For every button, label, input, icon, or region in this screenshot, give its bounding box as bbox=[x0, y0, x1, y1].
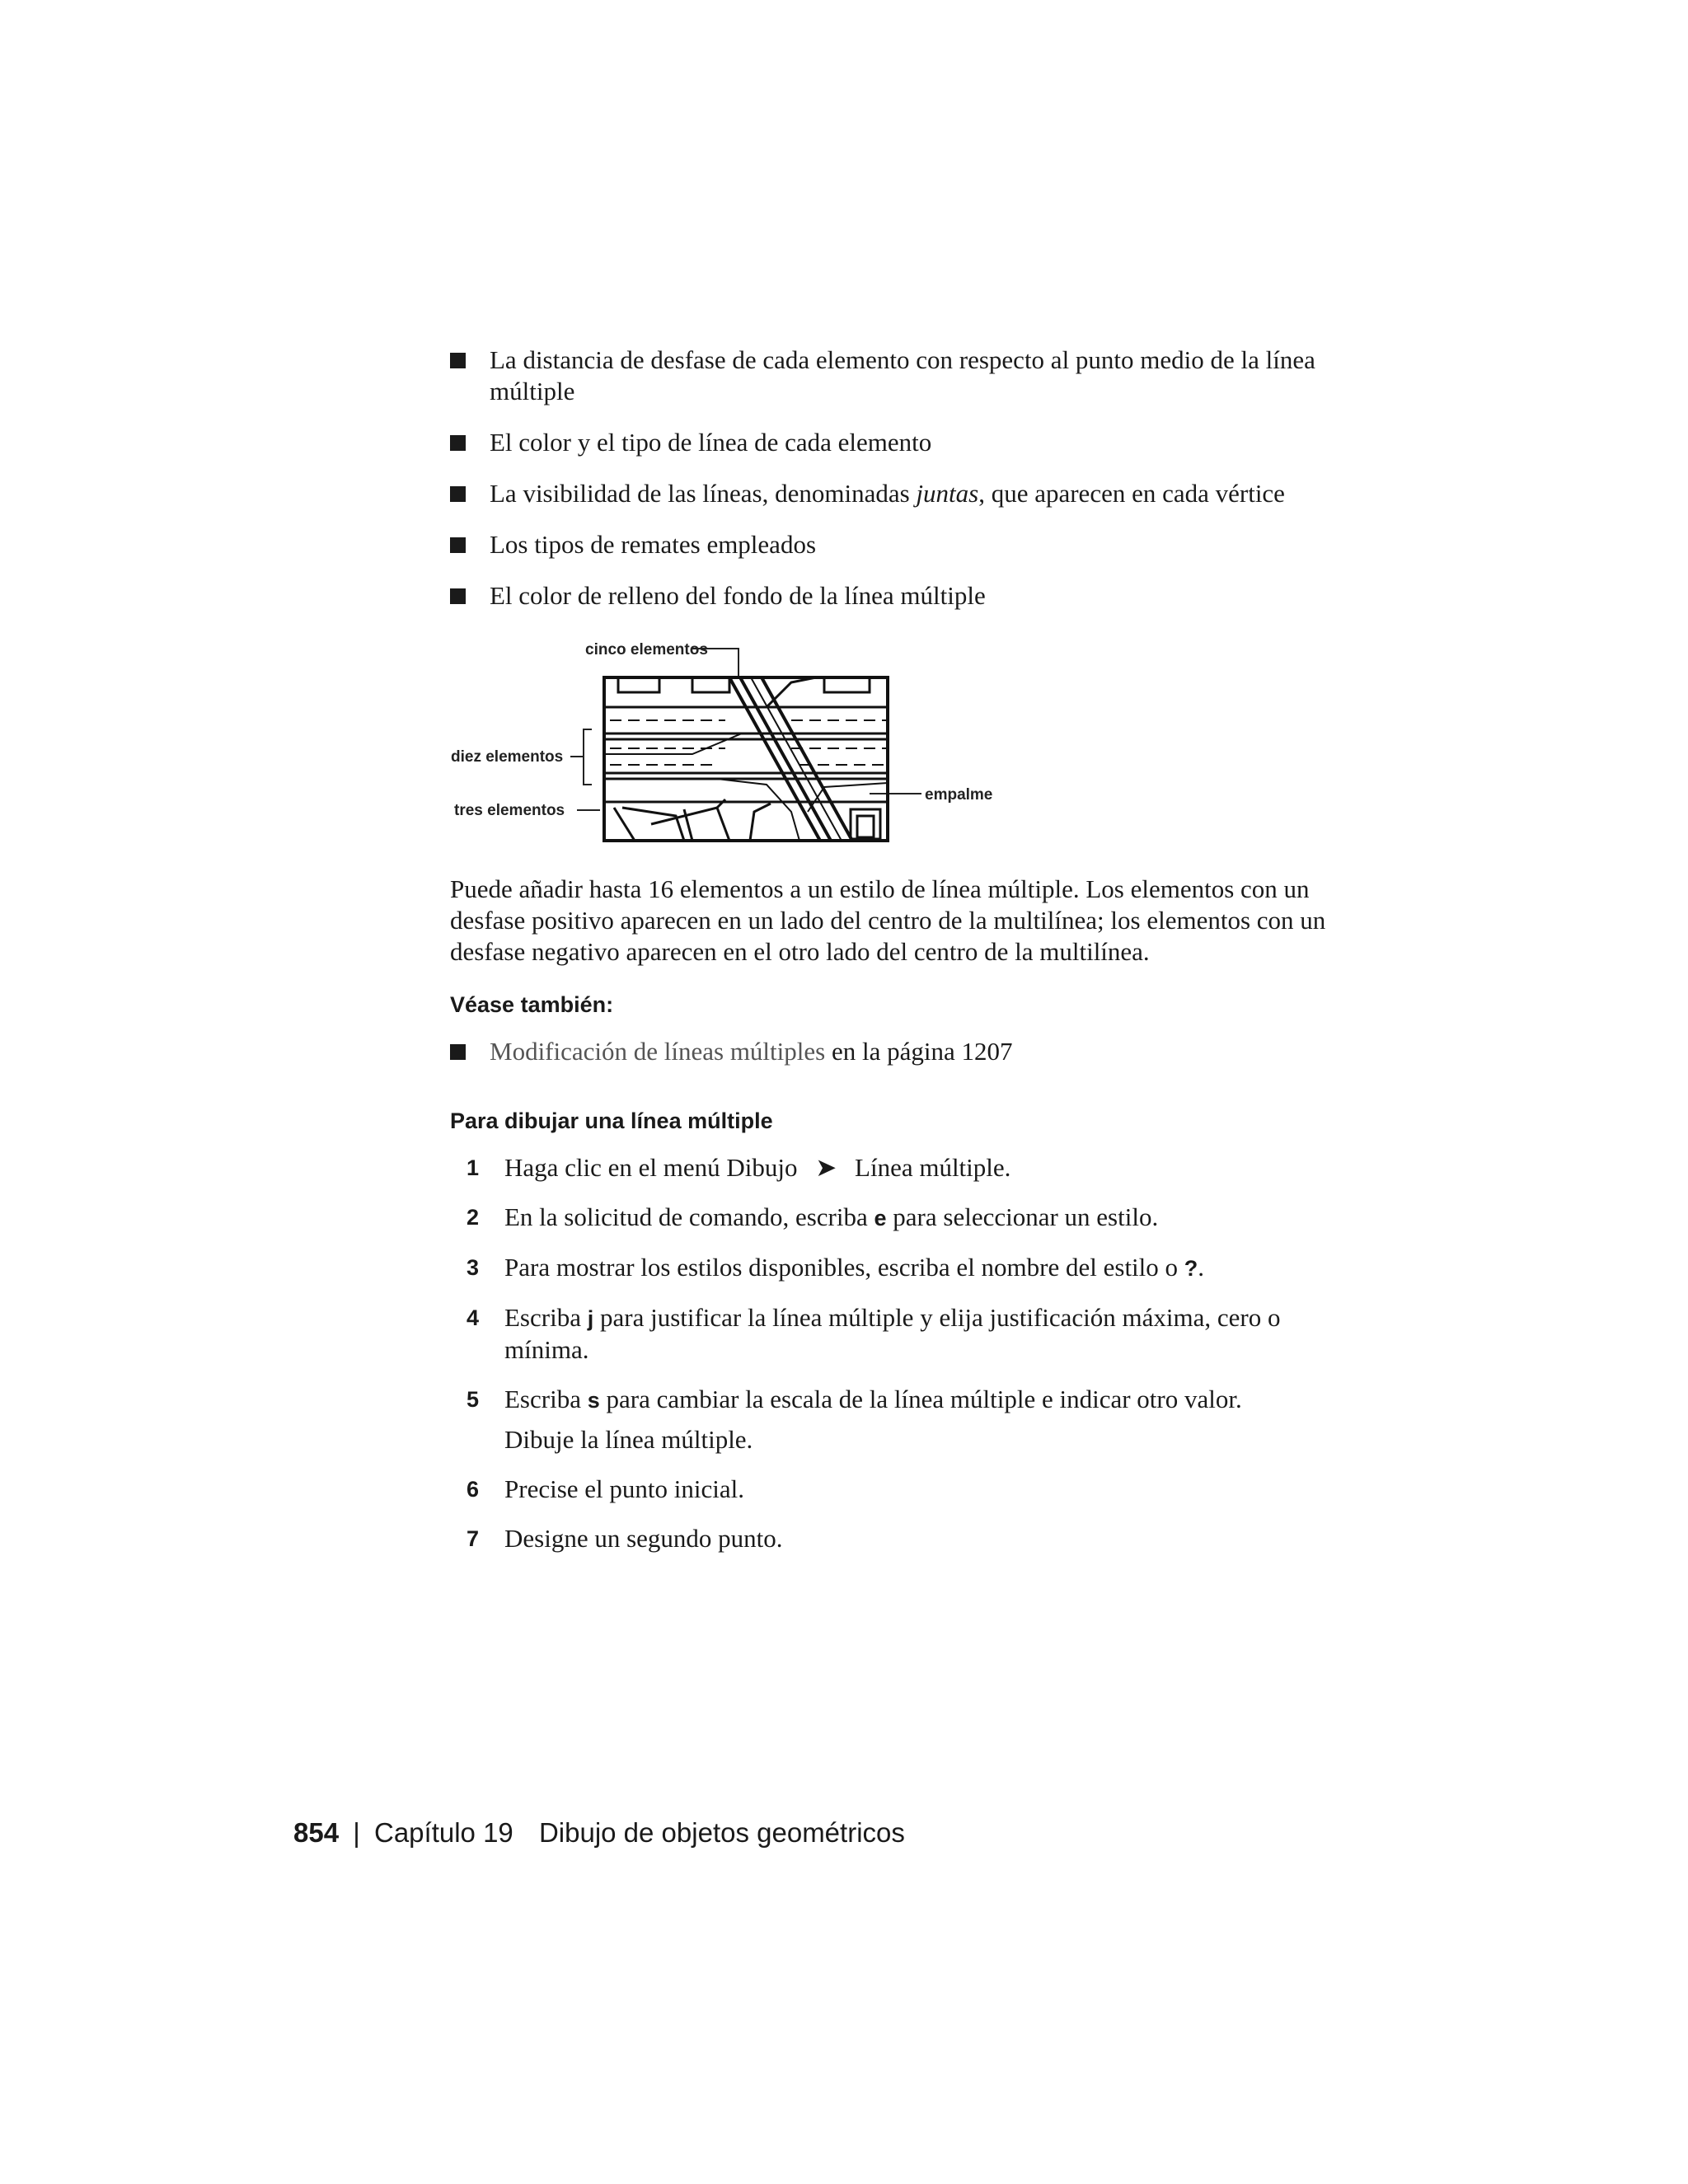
label-tres-elementos: tres elementos bbox=[454, 802, 565, 819]
step-item: 7 Designe un segundo punto. bbox=[467, 1524, 783, 1553]
see-also-list bbox=[450, 1036, 1332, 1067]
list-item: Los tipos de remates empleados bbox=[450, 529, 1332, 560]
step-subtext: Dibuje la línea múltiple. bbox=[504, 1425, 753, 1454]
page-number: 854 bbox=[293, 1817, 340, 1848]
page-footer bbox=[293, 1817, 905, 1849]
menu-arrow-icon: ➤ bbox=[815, 1153, 837, 1182]
street-drawing bbox=[604, 677, 888, 841]
label-diez-elementos: diez elementos bbox=[451, 748, 564, 766]
footer-separator: | bbox=[353, 1817, 360, 1848]
bracket-diez bbox=[584, 729, 592, 785]
list-item: La visibilidad de las líneas, denominadas juntas, que aparecen en cada vértice bbox=[450, 478, 1332, 509]
label-cinco-elementos: cinco elementos bbox=[585, 641, 708, 658]
step-item: 3 Para mostrar los estilos disponibles, escriba el nombre del estilo o ?. bbox=[467, 1253, 1205, 1282]
page-content bbox=[450, 344, 1332, 1572]
list-item: La distancia de desfase de cada elemento con respecto al punto medio de la línea múltiple bbox=[450, 344, 1332, 407]
multiline-figure bbox=[445, 635, 1022, 865]
label-empalme: empalme bbox=[925, 786, 993, 804]
list-item: Modificación de líneas múltiples en la página 1207 bbox=[450, 1036, 1332, 1067]
see-also-heading: Véase también: bbox=[450, 992, 614, 1017]
step-item: 4 Escriba j para justificar la línea múltiple y elija justificación máxima, cero o mínima. bbox=[467, 1303, 1281, 1364]
bullet-square-icon bbox=[450, 435, 466, 451]
step-item: 5 Escriba s para cambiar la escala de la línea múltiple e indicar otro valor. Dibuje la línea múltiple. bbox=[450, 1384, 1332, 1455]
body-paragraph: Puede añadir hasta 16 elementos a un estilo de línea múltiple. Los elementos con un desfase positivo aparecen en un lado del centro de la multilínea; los elementos con un desfase negativo aparecen en el otro lado del centro de la multilínea. bbox=[450, 874, 1326, 966]
step-item: 1 Haga clic en el menú Dibujo ➤ Línea múltiple. bbox=[467, 1153, 1011, 1182]
see-also-link[interactable]: Modificación de líneas múltiples bbox=[490, 1037, 826, 1066]
chapter-title: Dibujo de objetos geométricos bbox=[538, 1817, 905, 1848]
list-item: El color de relleno del fondo de la línea múltiple bbox=[450, 580, 1332, 612]
procedure-steps bbox=[450, 1152, 1332, 1554]
bullet-square-icon bbox=[450, 537, 466, 553]
procedure-title: Para dibujar una línea múltiple bbox=[450, 1108, 773, 1133]
step-item: 6 Precise el punto inicial. bbox=[467, 1474, 744, 1503]
bullet-square-icon bbox=[450, 1044, 466, 1060]
bullet-square-icon bbox=[450, 486, 466, 502]
feature-list bbox=[450, 344, 1332, 612]
bullet-square-icon bbox=[450, 588, 466, 604]
multiline-diagram bbox=[445, 635, 1022, 865]
dashed-lanes bbox=[610, 720, 886, 765]
chapter-number: Capítulo 19 bbox=[373, 1817, 513, 1848]
bullet-square-icon bbox=[450, 353, 466, 368]
step-item: 2 En la solicitud de comando, escriba e para seleccionar un estilo. bbox=[467, 1202, 1159, 1231]
list-item: El color y el tipo de línea de cada elemento bbox=[450, 427, 1332, 458]
